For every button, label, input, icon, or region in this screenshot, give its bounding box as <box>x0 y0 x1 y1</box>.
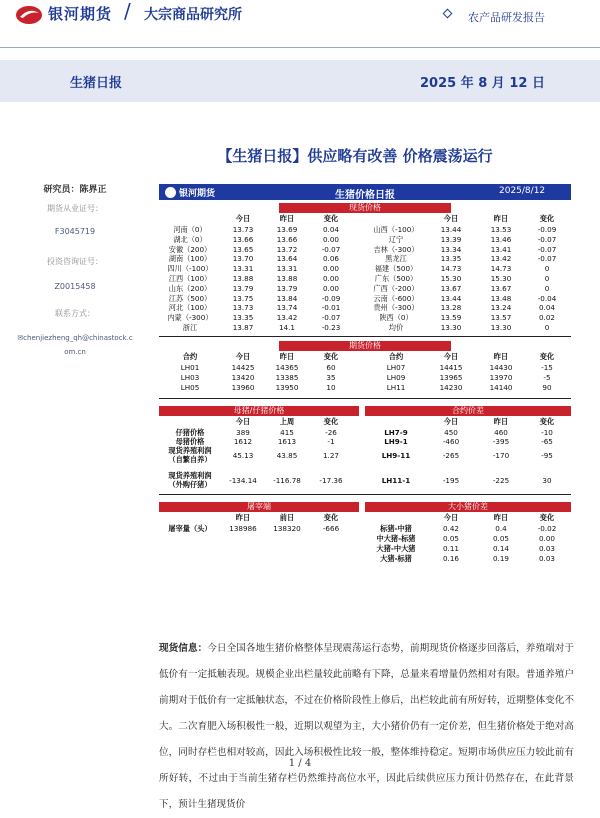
size-value: 0.11 <box>442 544 459 553</box>
spread-value: -225 <box>492 476 510 485</box>
sow-value: 389 <box>236 428 250 437</box>
spot-region-name: 湖南（100） <box>168 254 212 264</box>
spot-region-name: 均价 <box>388 323 404 332</box>
futures-col-header: 昨日 <box>493 352 509 361</box>
profit-row-label: 现货养殖利润 <box>168 446 212 455</box>
profit-value: 45.13 <box>232 451 254 460</box>
slaughter-value: 138986 <box>229 524 257 533</box>
spot-col-header: 变化 <box>539 214 555 223</box>
size-value: 0.19 <box>492 554 509 563</box>
spot-today-value: 13.44 <box>440 293 462 303</box>
size-row-label: 大猪-中大猪 <box>376 544 416 553</box>
spot-region-name: 江苏（500） <box>168 293 212 303</box>
profit-value: 1.27 <box>322 451 339 460</box>
paragraph-text: 今日全国各地生猪价格整体呈现震荡运行态势，前期现货价格逐步回落后，养殖端对于低价有一定抵触表现。规模企业出栏量较此前略有下降，总量来看增量仍然相对有限。普通养殖户前期对于低价有一定抵触状态，不过在价格阶段性上修后，出栏较此前有所好转，近期整体变化不大。二次育肥入场积极性一般，近期以观望为主，大小猪价仍有一定价差，但生猪价格处于绝对高位，同时存栏也相对较高，因此入场积极性比较一般，整体维持稳定。短期市场供应压力较此前有所好转，不过由于当前生猪存栏仍然维持高位水平，因此后续供应压力预计仍然存在，在此背景下，预计生猪现货价 <box>159 643 575 810</box>
spot-change-value: -0.07 <box>321 313 341 323</box>
section-divider <box>159 336 571 337</box>
spot-region-name: 辽宁 <box>388 234 404 244</box>
spot-today-value: 13.28 <box>440 303 462 313</box>
spot-today-value: 13.73 <box>232 225 254 234</box>
spot-today-value: 13.59 <box>440 313 462 323</box>
spread-col-header: 变化 <box>539 417 555 426</box>
spot-region-name: 贵州（-300） <box>373 303 419 313</box>
futures-value: 10 <box>326 383 336 392</box>
spot-change-value: -0.04 <box>537 293 557 303</box>
futures-value: 60 <box>326 363 336 372</box>
size-value: 0.16 <box>442 554 459 563</box>
spread-contract: LH11-1 <box>381 476 411 485</box>
spot-change-value: 0.06 <box>322 254 339 264</box>
futures-col-header: 合约 <box>388 352 404 361</box>
futures-contract: LH01 <box>180 363 200 372</box>
spread-contract: LH9-11 <box>381 451 411 460</box>
futures-col-header: 合约 <box>182 352 198 361</box>
table-title: 生猪价格日报 <box>335 190 395 201</box>
spot-today-value: 13.39 <box>440 234 462 244</box>
spot-yesterday-value: 13.79 <box>276 283 298 293</box>
futures-col-header: 昨日 <box>279 352 295 361</box>
spread-value: -95 <box>541 451 553 460</box>
spot-yesterday-value: 13.42 <box>490 254 512 264</box>
spread-value: -195 <box>442 476 460 485</box>
futures-value: 13385 <box>275 373 299 382</box>
institute-name: 大宗商品研究所 <box>144 7 242 23</box>
spot-yesterday-value: 13.84 <box>276 293 298 303</box>
sow-row-label: 仔猪价格 <box>175 428 205 437</box>
spot-change-value: -0.23 <box>321 323 341 332</box>
spread-value: 450 <box>444 428 458 437</box>
spot-today-value: 13.66 <box>232 234 254 244</box>
spot-today-value: 13.73 <box>232 303 254 313</box>
size-row-label: 大猪-标猪 <box>380 554 412 563</box>
spot-region-name: 河南（0） <box>173 225 207 234</box>
slaughter-value: 138320 <box>273 524 301 533</box>
spot-change-value: 0.00 <box>322 283 339 293</box>
galaxy-logo-icon <box>14 4 44 26</box>
spot-change-value: -0.01 <box>321 303 341 313</box>
slaughter-row-label: 屠宰量（头） <box>168 524 212 533</box>
spot-today-value: 13.30 <box>440 323 462 332</box>
sow-section-header: 母猪/仔猪价格 <box>159 406 359 416</box>
profit-row-sublabel: （自繁自养） <box>168 455 212 464</box>
futures-value: 14230 <box>439 383 463 392</box>
spot-region-name: 吉林（-300） <box>373 244 419 254</box>
spot-yesterday-value: 15.30 <box>490 274 512 283</box>
spot-today-value: 13.31 <box>232 264 254 274</box>
spot-today-value: 13.70 <box>232 254 254 264</box>
spot-yesterday-value: 13.64 <box>276 254 298 264</box>
spot-region-name: 广西（-200） <box>373 283 419 293</box>
price-table <box>159 184 571 628</box>
futures-value: 13970 <box>489 373 513 382</box>
spot-today-value: 13.67 <box>440 283 462 293</box>
spot-region-name: 福建（500） <box>374 264 418 274</box>
spot-yesterday-value: 14.1 <box>278 323 295 332</box>
sow-col-header: 上周 <box>279 417 295 426</box>
spot-change-value: 0.02 <box>538 313 555 323</box>
report-type: 农产品研发报告 <box>468 11 545 24</box>
spot-yesterday-value: 13.31 <box>276 264 298 274</box>
spot-yesterday-value: 13.67 <box>490 283 512 293</box>
spot-yesterday-value: 13.57 <box>490 313 512 323</box>
futures-value: -15 <box>541 363 553 372</box>
paragraph-lead: 现货信息： <box>159 643 208 654</box>
size-value: 0.05 <box>442 534 459 543</box>
spot-change-value: -0.09 <box>537 225 557 234</box>
size-value: 0.03 <box>538 544 555 553</box>
spot-change-value: -0.07 <box>537 234 557 244</box>
spot-col-header: 变化 <box>323 214 339 223</box>
spot-region-name: 江西（100） <box>168 274 212 283</box>
profit-value: -134.14 <box>229 476 257 485</box>
spot-today-value: 13.87 <box>232 323 254 332</box>
spot-change-value: 0 <box>544 323 550 332</box>
size-row-label: 中大猪-标猪 <box>376 534 416 543</box>
futures-contract: LH03 <box>180 373 200 382</box>
spot-yesterday-value: 13.41 <box>490 244 512 254</box>
header-divider <box>0 47 600 48</box>
spread-value: -10 <box>541 428 553 437</box>
spot-today-value: 13.35 <box>232 313 254 323</box>
brand-name: 银河期货 <box>48 5 113 23</box>
investment-number: Z0015458 <box>54 282 96 291</box>
futures-value: 14425 <box>231 363 255 372</box>
slaughter-value: -666 <box>322 524 340 533</box>
spread-section-header: 合约价差 <box>365 406 571 416</box>
spot-today-value: 13.34 <box>440 244 462 254</box>
sow-value: -26 <box>325 428 337 437</box>
spot-region-name: 黑龙江 <box>385 254 407 264</box>
size-value: -0.02 <box>537 524 557 533</box>
spot-yesterday-value: 13.66 <box>276 234 298 244</box>
spot-change-value: -0.07 <box>321 244 341 254</box>
futures-value: 13950 <box>275 383 299 392</box>
spot-change-value: 0.00 <box>322 264 339 274</box>
futures-value: 14415 <box>439 363 463 372</box>
futures-value: 14140 <box>489 383 513 392</box>
spot-change-value: 0.00 <box>322 234 339 244</box>
spot-region-name: 山东（200） <box>168 283 212 293</box>
spot-yesterday-value: 13.88 <box>276 274 298 283</box>
size-value: 0.42 <box>442 524 459 533</box>
sow-row-label: 母猪价格 <box>175 437 205 446</box>
spot-yesterday-value: 13.30 <box>490 323 512 332</box>
size-value: 0.05 <box>492 534 509 543</box>
size-col-header: 昨日 <box>493 513 509 522</box>
spot-region-name: 广东（500） <box>374 274 418 283</box>
size-section-header: 大小猪价差 <box>365 502 571 512</box>
slaughter-col-header: 前日 <box>279 513 295 522</box>
profit-row-label: 现货养殖利润 <box>168 471 212 480</box>
spot-yesterday-value: 13.72 <box>276 244 298 254</box>
spread-value: 460 <box>494 428 508 437</box>
futures-contract: LH11 <box>386 383 406 392</box>
spot-region-name: 云南（-600） <box>373 293 419 303</box>
spread-value: -460 <box>442 437 460 446</box>
size-value: 0.03 <box>538 554 555 563</box>
spot-region-name: 河北（100） <box>168 303 212 313</box>
futures-value: 14365 <box>275 363 299 372</box>
spot-today-value: 13.88 <box>232 274 254 283</box>
spot-change-value: 0.04 <box>322 225 339 234</box>
table-header <box>159 184 571 200</box>
page-header <box>0 0 600 48</box>
spot-col-header: 今日 <box>443 214 459 223</box>
spot-today-value: 13.65 <box>232 244 254 254</box>
spread-col-header: 昨日 <box>493 417 509 426</box>
spot-region-name: 湖北（0） <box>173 234 207 244</box>
brand-slash: / <box>124 0 131 23</box>
futures-contract: LH07 <box>386 363 406 372</box>
report-name: 生猪日报 <box>70 76 123 91</box>
qualification-number: F3045719 <box>54 227 96 236</box>
futures-contract: LH09 <box>386 373 406 382</box>
spot-yesterday-value: 13.46 <box>490 234 512 244</box>
spot-today-value: 15.30 <box>440 274 462 283</box>
futures-contract: LH05 <box>180 383 200 392</box>
futures-value: 14430 <box>489 363 513 372</box>
spread-value: -265 <box>442 451 460 460</box>
spot-change-value: 0.00 <box>322 274 339 283</box>
spot-region-name: 四川（-100） <box>167 264 213 274</box>
sow-value: 1613 <box>277 437 297 446</box>
size-value: 0.14 <box>492 544 509 553</box>
spread-col-header: 今日 <box>443 417 459 426</box>
investment-label: 投资咨询证号： <box>47 257 103 266</box>
spot-today-value: 13.79 <box>232 283 254 293</box>
spot-change-value: -0.07 <box>537 254 557 264</box>
slaughter-section-header: 屠宰端 <box>159 502 359 512</box>
futures-value: 90 <box>542 383 552 392</box>
spot-region-name: 浙江 <box>182 323 198 332</box>
spot-yesterday-value: 13.53 <box>490 225 512 234</box>
spot-change-value: 0.04 <box>538 303 555 313</box>
sow-value: 415 <box>280 428 294 437</box>
email-link[interactable]: ✉chenjiezheng_qh@chinastock.c <box>17 334 133 342</box>
sow-col-header: 变化 <box>323 417 339 426</box>
size-value: 0.00 <box>538 534 555 543</box>
spot-today-value: 13.35 <box>440 254 462 264</box>
sow-value: 1612 <box>233 437 253 446</box>
profit-value: -116.78 <box>273 476 301 485</box>
spot-region-name: 内蒙（-300） <box>167 313 213 323</box>
spot-region-name: 安徽（200） <box>168 244 212 254</box>
size-row-label: 标猪-中猪 <box>380 524 412 533</box>
futures-value: 13965 <box>439 373 463 382</box>
table-date: 2025/8/12 <box>499 186 546 196</box>
spot-col-header: 昨日 <box>493 214 509 223</box>
sow-value: -1 <box>327 437 335 446</box>
page-title: 【生猪日报】供应略有改善 价格震荡运行 <box>217 147 493 165</box>
futures-section-header: 期货价格 <box>279 341 451 351</box>
spot-yesterday-value: 13.24 <box>490 303 512 313</box>
spread-value: -395 <box>492 437 510 446</box>
slaughter-col-header: 昨日 <box>235 513 251 522</box>
futures-col-header: 今日 <box>235 352 251 361</box>
spread-contract: LH9-1 <box>384 437 408 446</box>
spread-contract: LH7-9 <box>384 428 408 437</box>
spot-info-paragraph <box>159 636 574 818</box>
profit-row-sublabel: （外购仔猪） <box>168 480 212 489</box>
spot-yesterday-value: 13.42 <box>276 313 298 323</box>
spot-region-name: 山西（-100） <box>373 225 419 234</box>
spot-section-header: 现货价格 <box>279 203 451 213</box>
spot-region-name: 陕西（0） <box>379 313 413 323</box>
section-divider <box>159 398 571 399</box>
futures-value: 35 <box>326 373 336 382</box>
report-date: 2025 年 8 月 12 日 <box>420 76 545 91</box>
profit-value: -17.36 <box>319 476 343 485</box>
spot-col-header: 昨日 <box>279 214 295 223</box>
spot-today-value: 14.73 <box>440 264 462 274</box>
spot-change-value: -0.09 <box>321 293 341 303</box>
futures-value: -5 <box>543 373 551 382</box>
spot-col-header: 今日 <box>235 214 251 223</box>
spot-change-value: -0.07 <box>537 244 557 254</box>
futures-col-header: 今日 <box>443 352 459 361</box>
qualification-label: 期货从业证号： <box>47 204 103 213</box>
page-number: 1 / 4 <box>288 758 312 769</box>
spread-value: -170 <box>492 451 510 460</box>
spot-yesterday-value: 13.48 <box>490 293 512 303</box>
futures-value: 13960 <box>231 383 255 392</box>
email-link-cont[interactable]: om.cn <box>64 348 86 356</box>
title-band <box>0 60 600 102</box>
spread-value: 30 <box>542 476 552 485</box>
spot-today-value: 13.44 <box>440 225 462 234</box>
spot-yesterday-value: 14.73 <box>490 264 512 274</box>
spread-value: -65 <box>541 437 553 446</box>
spot-change-value: 0 <box>544 283 550 293</box>
section-divider <box>159 494 571 495</box>
spot-change-value: 0 <box>544 264 550 274</box>
futures-value: 13420 <box>231 373 255 382</box>
spot-yesterday-value: 13.74 <box>276 303 298 313</box>
sow-col-header: 今日 <box>235 417 251 426</box>
contact-label: 联系方式： <box>55 309 95 318</box>
spot-change-value: 0 <box>544 274 550 283</box>
size-col-header: 变化 <box>539 513 555 522</box>
spot-yesterday-value: 13.69 <box>276 225 298 234</box>
table-brand-label: 银河期货 <box>179 189 216 199</box>
size-value: 0.4 <box>495 524 507 533</box>
researcher: 研究员：陈界正 <box>43 185 107 195</box>
profit-value: 43.85 <box>276 451 298 460</box>
futures-col-header: 变化 <box>323 352 339 361</box>
size-col-header: 今日 <box>443 513 459 522</box>
diamond-icon <box>443 9 453 19</box>
spot-today-value: 13.75 <box>232 293 254 303</box>
futures-col-header: 变化 <box>539 352 555 361</box>
slaughter-col-header: 变化 <box>323 513 339 522</box>
